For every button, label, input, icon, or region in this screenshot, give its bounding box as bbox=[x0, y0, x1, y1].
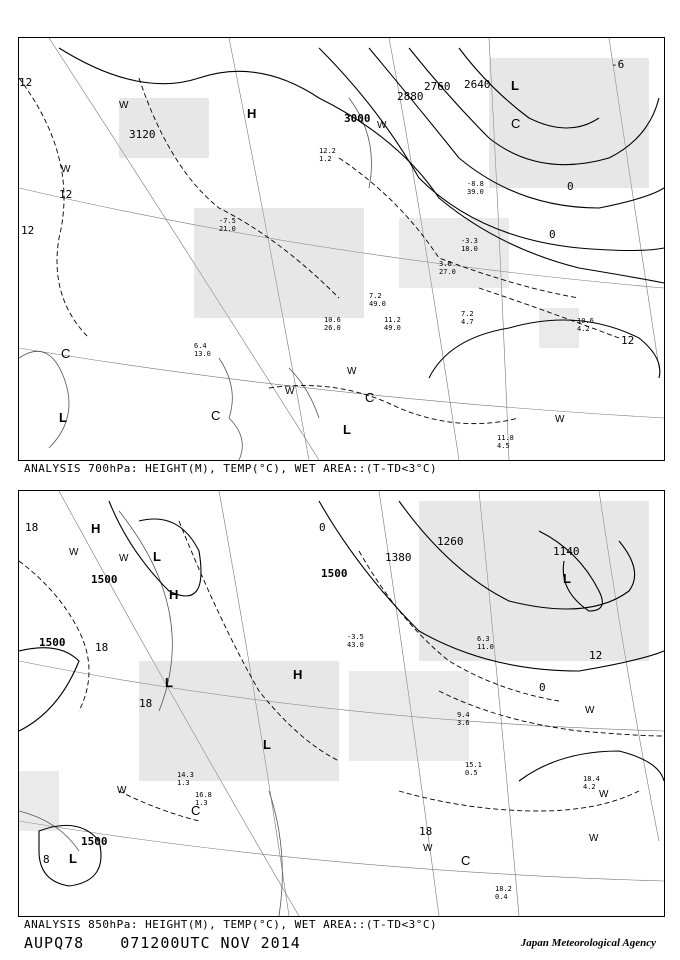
svg-text:4.2: 4.2 bbox=[577, 325, 590, 333]
svg-text:7.2: 7.2 bbox=[369, 292, 382, 300]
svg-text:18.2: 18.2 bbox=[495, 885, 512, 893]
cold-center: C bbox=[211, 408, 221, 423]
temp-label: 0 bbox=[549, 228, 556, 241]
svg-text:12.2: 12.2 bbox=[319, 147, 336, 155]
low-center: L bbox=[263, 737, 271, 752]
bulletin-code: AUPQ78 bbox=[24, 934, 85, 952]
low-center: L bbox=[343, 422, 351, 437]
warm-marker: W bbox=[589, 833, 599, 844]
svg-text:4.2: 4.2 bbox=[583, 783, 596, 791]
station-plot bbox=[461, 237, 478, 253]
svg-text:3.6: 3.6 bbox=[439, 260, 452, 268]
svg-text:1.2: 1.2 bbox=[319, 155, 332, 163]
high-center: H bbox=[91, 521, 101, 536]
temp-label: -6 bbox=[611, 58, 625, 71]
svg-text:13.0: 13.0 bbox=[194, 350, 211, 358]
analysis-datetime: 071200UTC NOV 2014 bbox=[120, 934, 301, 952]
warm-marker: W bbox=[599, 789, 609, 800]
height-label: 1260 bbox=[437, 535, 464, 548]
warm-marker: W bbox=[423, 843, 433, 854]
station-plot bbox=[577, 317, 594, 333]
svg-text:15.1: 15.1 bbox=[465, 761, 482, 769]
warm-marker: W bbox=[347, 366, 357, 377]
map-panel-700hpa bbox=[18, 37, 665, 461]
svg-text:16.8: 16.8 bbox=[195, 791, 212, 799]
low-center: L bbox=[69, 851, 77, 866]
agency-name: Japan Meteorological Agency bbox=[520, 937, 656, 949]
warm-marker: W bbox=[585, 705, 595, 716]
svg-text:49.0: 49.0 bbox=[369, 300, 386, 308]
svg-text:49.0: 49.0 bbox=[384, 324, 401, 332]
svg-text:26.0: 26.0 bbox=[324, 324, 341, 332]
svg-text:10.6: 10.6 bbox=[577, 317, 594, 325]
station-plot bbox=[457, 711, 470, 727]
temp-label: 0 bbox=[567, 180, 574, 193]
low-center: L bbox=[511, 78, 519, 93]
svg-text:6.3: 6.3 bbox=[477, 635, 490, 643]
station-plot bbox=[583, 775, 600, 791]
warm-marker: W bbox=[285, 386, 295, 397]
station-plot bbox=[194, 342, 211, 358]
svg-text:39.0: 39.0 bbox=[467, 188, 484, 196]
station-plot bbox=[497, 434, 514, 450]
temp-label: 12 bbox=[59, 188, 73, 201]
station-plot bbox=[461, 310, 474, 326]
svg-text:-8.8: -8.8 bbox=[467, 180, 484, 188]
temp-label: 12 bbox=[589, 649, 603, 662]
svg-text:4.7: 4.7 bbox=[461, 318, 474, 326]
station-plot bbox=[347, 633, 364, 649]
temp-label: 12 bbox=[19, 76, 33, 89]
cold-center: C bbox=[365, 390, 375, 405]
svg-text:-3.3: -3.3 bbox=[461, 237, 478, 245]
svg-text:14.3: 14.3 bbox=[177, 771, 194, 779]
low-center: L bbox=[165, 675, 173, 690]
cold-center: C bbox=[61, 346, 71, 361]
map-panel-850hpa bbox=[18, 490, 665, 917]
svg-text:11.8: 11.8 bbox=[497, 434, 514, 442]
caption-850hpa: ANALYSIS 850hPa: HEIGHT(M), TEMP(°C), WET AREA::(T-TD<3°C) bbox=[24, 918, 438, 931]
warm-marker: W bbox=[119, 553, 129, 564]
temp-label: 12 bbox=[621, 334, 635, 347]
svg-text:4.5: 4.5 bbox=[497, 442, 510, 450]
high-center: H bbox=[293, 667, 303, 682]
temp-label: 18 bbox=[95, 641, 109, 654]
svg-text:-3.5: -3.5 bbox=[347, 633, 364, 641]
high-center: H bbox=[247, 106, 257, 121]
cold-center: C bbox=[461, 853, 471, 868]
warm-marker: W bbox=[117, 785, 127, 796]
warm-marker: W bbox=[69, 547, 79, 558]
height-label: 1140 bbox=[553, 545, 580, 558]
svg-text:27.0: 27.0 bbox=[439, 268, 456, 276]
warm-marker: W bbox=[119, 100, 129, 111]
svg-text:43.0: 43.0 bbox=[347, 641, 364, 649]
svg-text:1.3: 1.3 bbox=[177, 779, 190, 787]
height-label: 1500 bbox=[81, 835, 108, 848]
svg-text:10.6: 10.6 bbox=[324, 316, 341, 324]
station-plot bbox=[495, 885, 512, 901]
svg-text:11.2: 11.2 bbox=[384, 316, 401, 324]
warm-marker: W bbox=[61, 164, 71, 175]
caption-700hpa: ANALYSIS 700hPa: HEIGHT(M), TEMP(°C), WET AREA::(T-TD<3°C) bbox=[24, 462, 438, 475]
svg-text:1.3: 1.3 bbox=[195, 799, 208, 807]
low-center: L bbox=[59, 410, 67, 425]
height-label: 3120 bbox=[129, 128, 156, 141]
station-plot bbox=[369, 292, 386, 308]
svg-text:-7.5: -7.5 bbox=[219, 217, 236, 225]
station-plot bbox=[219, 217, 236, 233]
map-700hpa-svg bbox=[19, 38, 664, 460]
height-label: 2640 bbox=[464, 78, 491, 91]
svg-text:6.4: 6.4 bbox=[194, 342, 207, 350]
warm-marker: W bbox=[555, 414, 565, 425]
temp-label: 18 bbox=[139, 697, 153, 710]
low-center: L bbox=[153, 549, 161, 564]
height-label: 2880 bbox=[397, 90, 424, 103]
temp-label: 0 bbox=[319, 521, 326, 534]
svg-text:21.0: 21.0 bbox=[219, 225, 236, 233]
map-850hpa-svg bbox=[19, 491, 664, 916]
station-plot bbox=[465, 761, 482, 777]
height-label: 2760 bbox=[424, 80, 451, 93]
station-plot bbox=[324, 316, 341, 332]
temp-label: 8 bbox=[43, 853, 50, 866]
station-plot bbox=[319, 147, 336, 163]
station-plot bbox=[467, 180, 484, 196]
temp-label: 0 bbox=[539, 681, 546, 694]
temp-label: 18 bbox=[25, 521, 39, 534]
height-label: 1500 bbox=[39, 636, 66, 649]
svg-text:7.2: 7.2 bbox=[461, 310, 474, 318]
low-center: L bbox=[563, 571, 571, 586]
svg-text:9.4: 9.4 bbox=[457, 711, 470, 719]
svg-text:3.6: 3.6 bbox=[457, 719, 470, 727]
temp-label: 18 bbox=[419, 825, 433, 838]
svg-text:0.5: 0.5 bbox=[465, 769, 478, 777]
height-label: 1500 bbox=[91, 573, 118, 586]
height-label: 3000 bbox=[344, 112, 371, 125]
temp-label: 12 bbox=[21, 224, 35, 237]
height-label: 1500 bbox=[321, 567, 348, 580]
station-plot bbox=[384, 316, 401, 332]
bulletin-footer bbox=[24, 934, 327, 952]
warm-marker: W bbox=[377, 120, 387, 131]
cold-center: C bbox=[191, 803, 201, 818]
svg-text:18.0: 18.0 bbox=[461, 245, 478, 253]
svg-text:18.4: 18.4 bbox=[583, 775, 600, 783]
svg-text:0.4: 0.4 bbox=[495, 893, 508, 901]
station-plot bbox=[195, 791, 212, 807]
svg-text:11.0: 11.0 bbox=[477, 643, 494, 651]
cold-center: C bbox=[511, 116, 521, 131]
height-label: 1380 bbox=[385, 551, 412, 564]
high-center: H bbox=[169, 587, 179, 602]
